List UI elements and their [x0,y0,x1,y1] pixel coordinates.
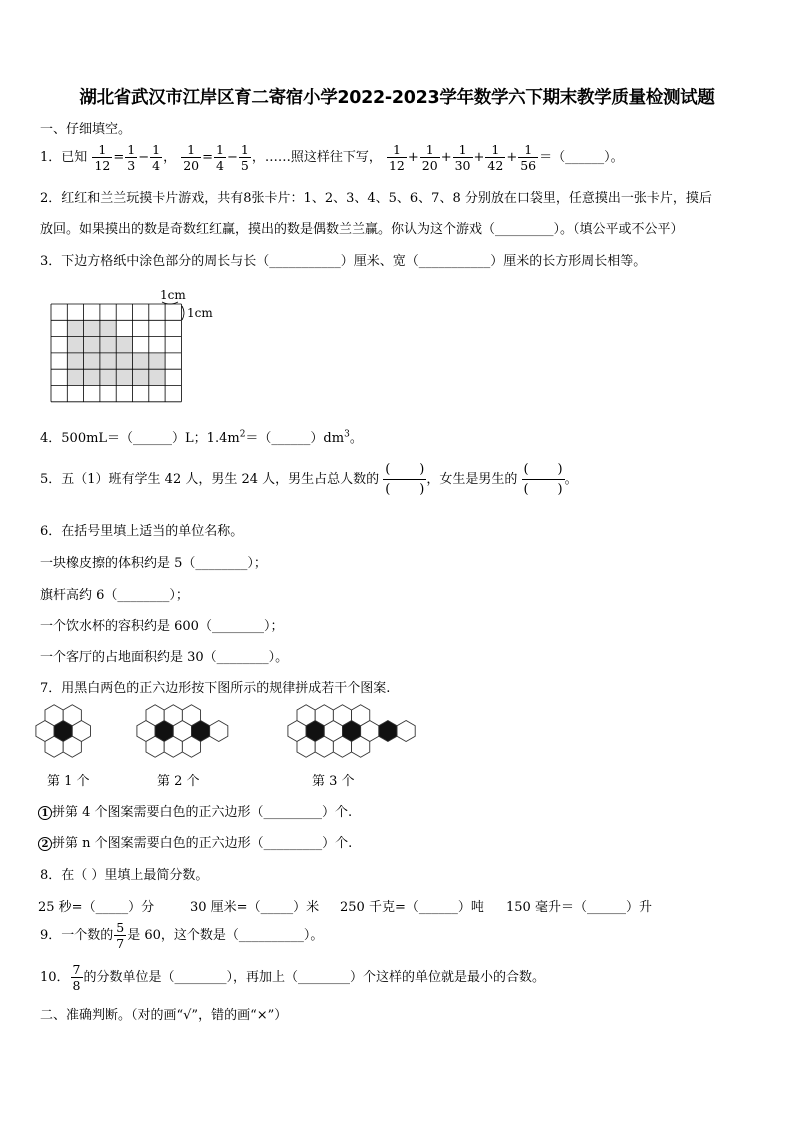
question-4: 4．500mL＝（______）L；$1.4m^2=(\_\_\_\_\_\_)dm^3$。 [40,429,363,446]
shaded-cell [116,353,132,369]
brace-side [182,306,184,320]
fraction: $\frac{1}{30}$ [454,142,471,173]
shaded-cell [100,369,116,385]
q8-item-2: 30 厘米=（_____）米 [190,900,320,915]
fraction: $\frac{1}{20}$ [183,142,200,173]
question-10: 10． $\frac{7}{8}$ 的分数单位是（________），再加上（________）个这样的单位就是最小的合数。 [40,962,546,993]
question-7-part-1: 1 拼第 4 个图案需要白色的正六边形（_________）个. [38,801,352,820]
question-7-part-2: 2 拼第 n 个图案需要白色的正六边形（_________）个. [38,832,352,851]
answer-fraction-blank[interactable]: $\frac{( )}{( )}$ [523,462,563,497]
shaded-cell [84,353,100,369]
fraction: $\frac{5}{7}$ [116,920,125,951]
pattern-label-1: 第 1 个 [47,774,90,789]
question-6-line-3: 一个饮水杯的容积约是 600（________）； [40,619,284,634]
grid-figure [46,284,226,404]
q8-item-4: 150 毫升＝（______）升 [506,900,652,915]
section-1-heading: 一、仔细填空。 [40,122,132,137]
fraction: $\frac{1}{12}$ [94,142,111,173]
shaded-cell [67,353,83,369]
question-8-heading: 8．在（ ）里填上最简分数。 [40,868,209,883]
fraction: $\frac{1}{4}$ [152,142,161,173]
answer-fraction-blank[interactable]: $\frac{( )}{( )}$ [385,462,425,497]
black-hexagon [379,721,397,742]
question-6-line-1: 一块橡皮擦的体积约是 5（________）； [40,556,267,571]
page-title: 湖北省武汉市江岸区育二寄宿小学2022-2023学年数学六下期末教学质量检测试题 [79,88,715,108]
grid-label-side: 1cm [187,306,213,320]
circled-number-2: 2 [38,837,52,851]
fraction: $\frac{7}{8}$ [72,962,81,993]
fraction: $\frac{1}{5}$ [240,142,249,173]
question-1: 1．已知 $\frac{1}{12}$ = $\frac{1}{3}$ − $\frac{1}{4}$ ， $\frac{1}{20}$ = $\frac{1}{4}$ − $\frac{1}{5}$ ，……照这样往下写， $\frac{1}{12}$ + $\frac{1}{20}$ + $\frac{1}{30}$ + $\frac{1}{42}$ + $\frac{1}{56}$ ＝（______）。 [40,142,624,173]
shaded-cell [67,320,83,336]
question-2-line-2: 放回。如果摸出的数是奇数红红赢，摸出的数是偶数兰兰赢。你认为这个游戏（_________）。（填公平或不公平） [40,222,684,237]
q8-item-3: 250 千克=（______）吨 [340,900,484,915]
question-9: 9．一个数的 $\frac{5}{7}$ 是 60，这个数是（__________）。 [40,920,324,951]
shaded-cell [67,337,83,353]
question-5: 5．五（1）班有学生 42 人，男生 24 人，男生占总人数的 $\frac{( )}{( )}$ ，女生是男生的 $\frac{( )}{( )}$ 。 [40,462,578,497]
question-2-line-1: 2．红红和兰兰玩摸卡片游戏，共有8张卡片：1、2、3、4、5、6、7、8 分别放在口袋里，任意摸出一张卡片，摸后 [40,191,712,206]
white-hexagon [397,721,415,742]
shaded-cell [149,369,165,385]
shaded-cell [100,337,116,353]
fraction: $\frac{1}{12}$ [388,142,405,173]
fraction: $\frac{1}{42}$ [487,142,504,173]
fraction: $\frac{1}{3}$ [127,142,136,173]
shaded-cell [100,320,116,336]
grid-label-top: 1cm [160,288,186,302]
shaded-cell [133,369,149,385]
hexagon-patterns [30,700,430,762]
fraction: $\frac{1}{4}$ [216,142,224,173]
fraction: $\frac{1}{56}$ [520,142,537,173]
pattern-label-2: 第 2 个 [157,774,200,789]
shaded-cell [84,320,100,336]
circled-number-1: 1 [38,806,52,820]
shaded-cell [67,369,83,385]
question-3: 3．下边方格纸中涂色部分的周长与长（___________）厘米、宽（___________）厘米的长方形周长相等。 [40,254,647,269]
question-6-line-2: 旗杆高约 6（________）； [40,588,189,603]
section-2-heading: 二、准确判断。（对的画“√”，错的画“×”） [40,1008,288,1023]
shaded-cell [133,353,149,369]
shaded-cell [149,353,165,369]
pattern-label-3: 第 3 个 [312,774,355,789]
question-7-heading: 7．用黑白两色的正六边形按下图所示的规律拼成若干个图案. [40,681,391,696]
shaded-cell [84,337,100,353]
white-hexagon [210,721,228,742]
question-6-heading: 6．在括号里填上适当的单位名称。 [40,524,244,539]
shaded-cell [116,337,132,353]
fraction: $\frac{1}{20}$ [421,142,438,173]
q8-item-1: 25 秒=（_____）分 [38,900,155,915]
shaded-cell [100,353,116,369]
shaded-cell [116,369,132,385]
shaded-cell [84,369,100,385]
question-6-line-4: 一个客厅的占地面积约是 30（________）。 [40,650,289,665]
